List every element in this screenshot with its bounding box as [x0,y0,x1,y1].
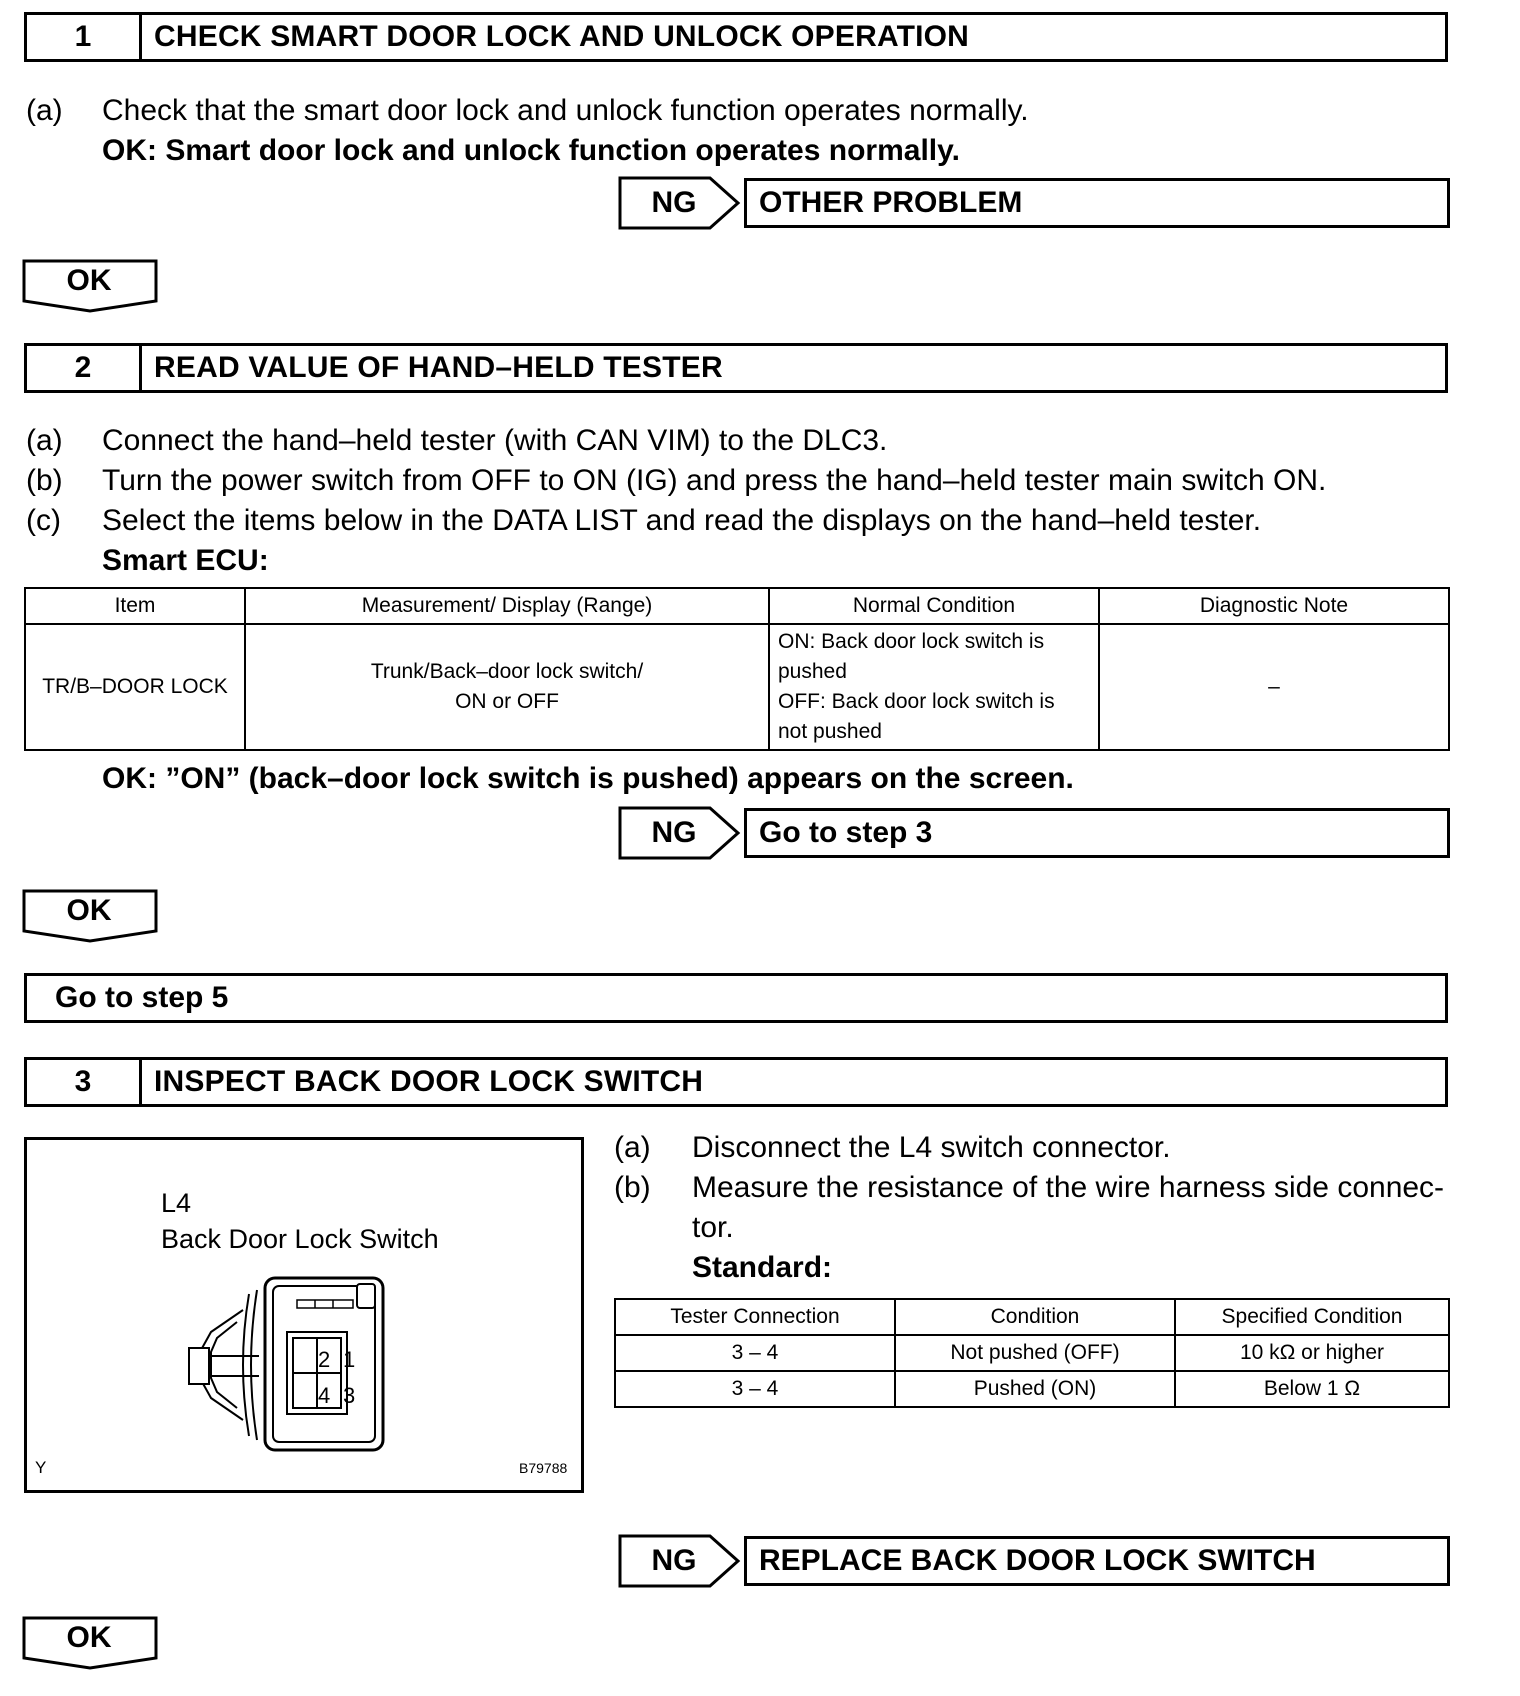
instruction-label: (b) [614,1171,651,1204]
column-header: Diagnostic Note [1099,588,1449,624]
column-header: Tester Connection [615,1299,895,1335]
instruction-text: Check that the smart door lock and unlock function operates normally. [102,94,1029,127]
cell-normal-condition [769,624,1099,750]
cell: Not pushed (OFF) [895,1335,1175,1371]
cell: 3 – 4 [615,1335,895,1371]
step-number: 3 [27,1060,142,1104]
table-row [615,1335,1449,1371]
instruction-text: Measure the resistance of the wire harness side connec- [692,1171,1445,1204]
pin-label: 3 [343,1383,356,1408]
step-title: INSPECT BACK DOOR LOCK SWITCH [154,1065,704,1098]
instruction-text: Turn the power switch from OFF to ON (IG) and press the hand–held tester main switch ON. [102,464,1327,497]
cell-line: not pushed [778,720,882,743]
table-header-row [25,588,1449,624]
cell-line: ON: Back door lock switch is [778,630,1045,653]
pin-label: 1 [343,1347,356,1372]
column-header: Specified Condition [1175,1299,1449,1335]
data-list-table [24,587,1450,751]
cell-measurement [245,624,769,750]
cell-line: ON or OFF [455,690,559,713]
step-number: 1 [27,15,142,59]
ok-condition: OK: ”ON” (back–door lock switch is pushed) appears on the screen. [102,762,1074,795]
instruction-label: (a) [26,424,63,457]
standard-table [614,1298,1450,1408]
ok-label: OK [66,894,112,927]
pin-label: 4 [318,1383,331,1408]
connector-figure [24,1137,584,1493]
ok-condition: OK: Smart door lock and unlock function operates normally. [102,134,960,167]
column-header: Measurement/ Display (Range) [245,588,769,624]
cell: 3 – 4 [615,1371,895,1407]
ok-badge [22,889,160,945]
pin-label: 2 [318,1347,331,1372]
ng-label: NG [651,816,697,849]
table-row [25,624,1449,750]
instruction-text: Connect the hand–held tester (with CAN VIM) to the DLC3. [102,424,888,457]
instruction-label: (a) [26,94,63,127]
step-title: CHECK SMART DOOR LOCK AND UNLOCK OPERATION [154,20,970,53]
figure-corner-label: Y [35,1458,47,1477]
cell: 10 kΩ or higher [1175,1335,1449,1371]
ng-label: NG [651,1544,697,1577]
connector-drawing-icon [187,1270,427,1460]
ng-result: Go to step 3 [744,808,1450,858]
cell-line: Trunk/Back–door lock switch/ [370,660,644,683]
table-caption: Smart ECU: [102,544,269,577]
cell-line: OFF: Back door lock switch is [778,690,1055,713]
connector-id: L4 [161,1188,192,1218]
cell: Below 1 Ω [1175,1371,1449,1407]
step-title: READ VALUE OF HAND–HELD TESTER [154,351,723,384]
cell-diagnostic-note: – [1099,624,1449,750]
figure-caption: Back Door Lock Switch [161,1224,439,1254]
table-header-row [615,1299,1449,1335]
table-row [615,1371,1449,1407]
instruction-label: (b) [26,464,63,497]
instruction-label: (c) [26,504,61,537]
column-header: Item [25,588,245,624]
ng-branch [618,176,1450,230]
step-1-header [24,12,1448,62]
instruction-label: (a) [614,1131,651,1164]
figure-id: B79788 [519,1460,568,1476]
instruction-text: tor. [692,1211,734,1244]
cell: Pushed (ON) [895,1371,1175,1407]
step-number: 2 [27,346,142,390]
instruction-text: Select the items below in the DATA LIST and read the displays on the hand–held tester. [102,504,1262,537]
ok-badge [22,1616,160,1672]
step-2-header [24,343,1448,393]
ok-label: OK [66,264,112,297]
goto-step-box: Go to step 5 [24,973,1448,1023]
step-3-header [24,1057,1448,1107]
column-header: Normal Condition [769,588,1099,624]
cell-item: TR/B–DOOR LOCK [25,624,245,750]
ng-result: REPLACE BACK DOOR LOCK SWITCH [744,1536,1450,1586]
cell-line: pushed [778,660,847,683]
ng-result: OTHER PROBLEM [744,178,1450,228]
ng-branch [618,1534,1450,1588]
ng-branch [618,806,1450,860]
ok-badge [22,259,160,315]
instruction-text: Disconnect the L4 switch connector. [692,1131,1171,1164]
ok-label: OK [66,1621,112,1654]
ng-label: NG [651,186,697,219]
column-header: Condition [895,1299,1175,1335]
standard-label: Standard: [692,1251,833,1284]
